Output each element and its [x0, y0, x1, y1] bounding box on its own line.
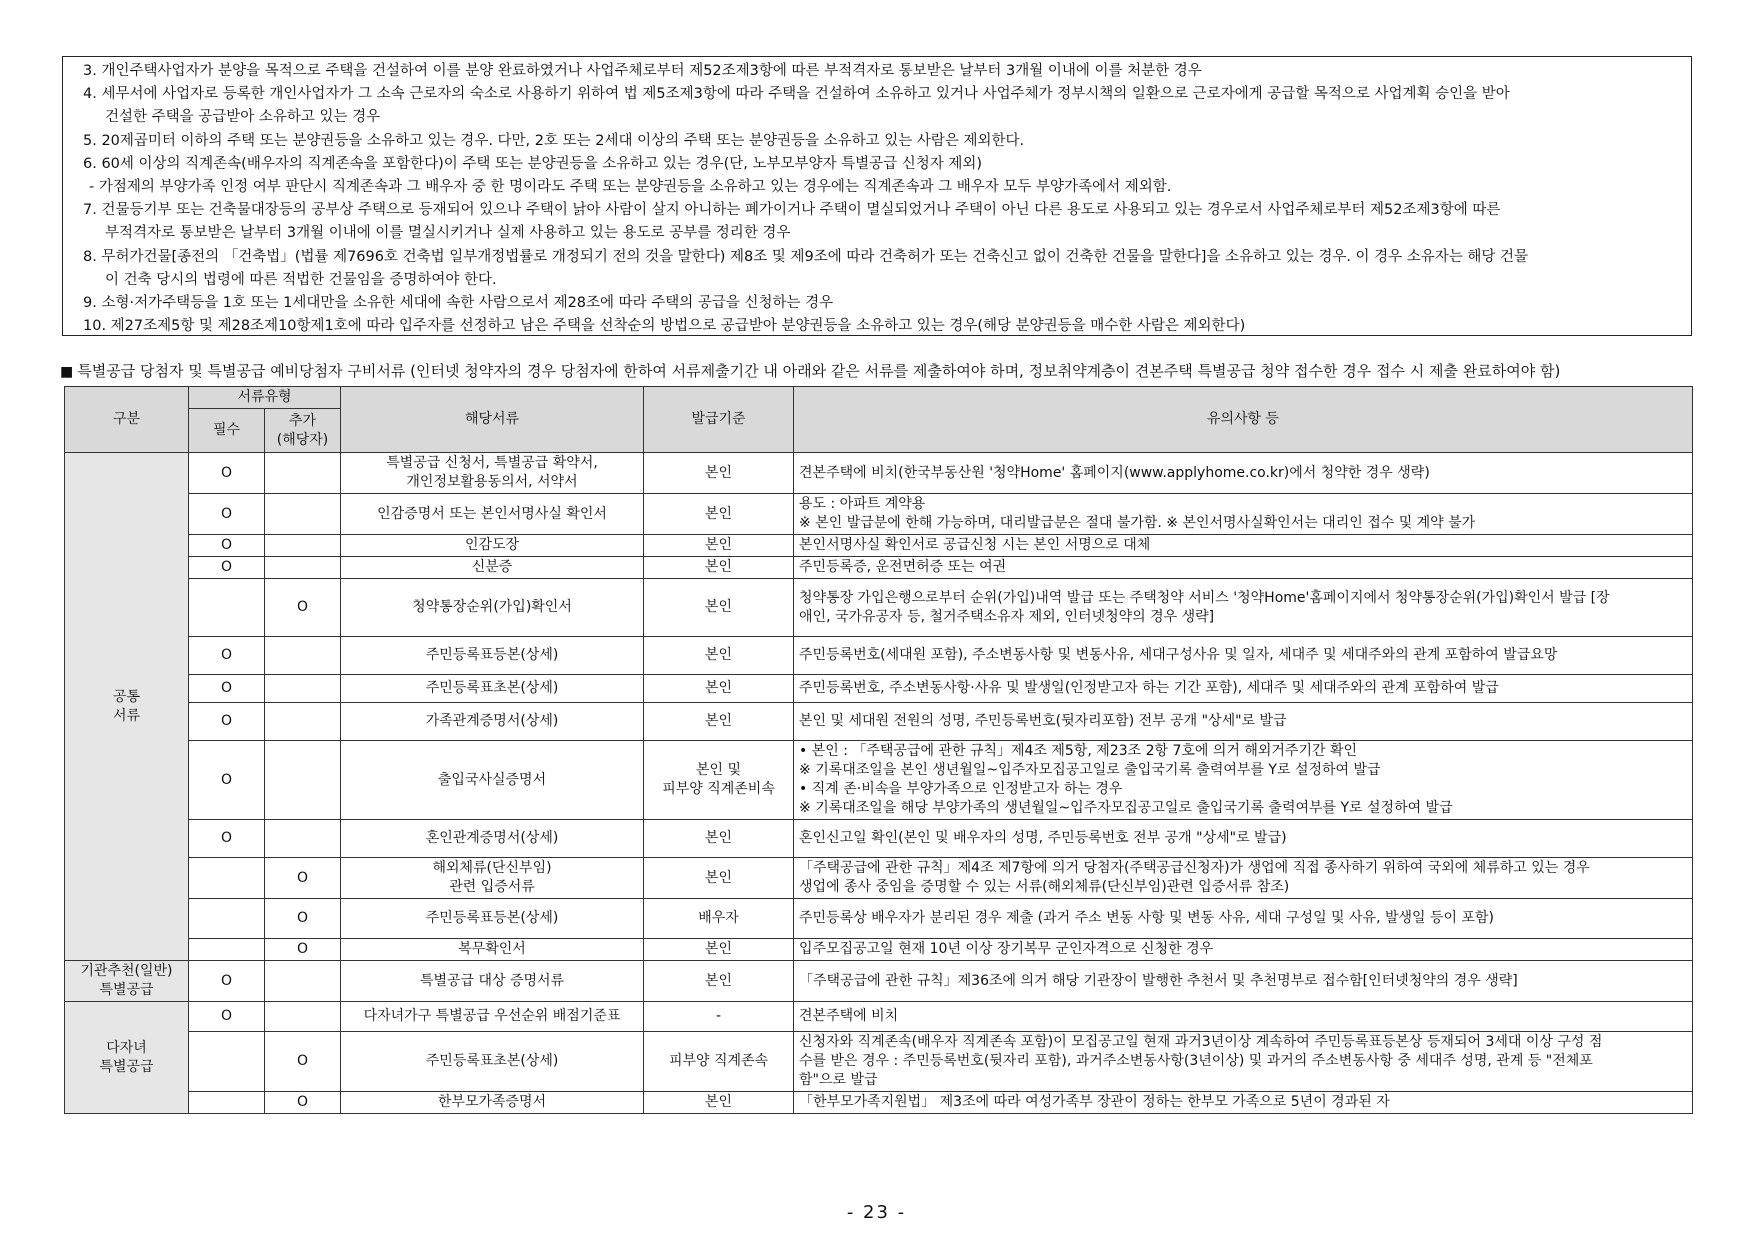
notes-line: 본인서명사실 확인서로 공급신청 시는 본인 서명으로 대체	[799, 537, 1151, 553]
additional-mark-cell	[265, 557, 341, 579]
issuer-cell	[644, 741, 794, 820]
issuer-cell: 본인	[644, 1092, 794, 1114]
note-line: 8. 무허가건물[종전의 「건축법」(법률 제7696호 건축법 일부개정법률로 개정되기 전의 것을 말한다) 제8조 및 제9조에 따라 건축허가 또는 건축신고 없이 건축한 건물을 말한다]을 소유하고 있는 경우. 이 경우 소유자는 해당 건물	[83, 248, 1529, 265]
issuer-cell: 본인	[644, 858, 794, 899]
required-mark-cell	[189, 858, 265, 899]
issuer-cell: 피부양 직계존속	[644, 1032, 794, 1092]
ineligibility-notes-box	[62, 56, 1692, 336]
header-notes: 유의사항 등	[794, 387, 1693, 453]
issuer-cell: 배우자	[644, 899, 794, 939]
document-name-cell: 다자녀가구 특별공급 우선순위 배점기준표	[341, 1002, 644, 1032]
document-name-cell: 복무확인서	[341, 939, 644, 961]
issuer-cell: 본인	[644, 494, 794, 535]
required-mark-cell: O	[189, 557, 265, 579]
notes-cell	[794, 557, 1693, 579]
document-name-cell: 혼인관계증명서(상세)	[341, 820, 644, 858]
notes-cell	[794, 703, 1693, 741]
additional-mark-cell	[265, 961, 341, 1002]
note-line: 6. 60세 이상의 직계존속(배우자의 직계존속을 포함한다)이 주택 또는 분양권등을 소유하고 있는 경우(단, 노부모부양자 특별공급 신청자 제외)	[83, 155, 983, 172]
issuer-cell: -	[644, 1002, 794, 1032]
required-mark-cell: O	[189, 820, 265, 858]
issuer-cell: 본인	[644, 557, 794, 579]
document-name-cell: 특별공급 대상 증명서류	[341, 961, 644, 1002]
table-row	[65, 453, 1693, 494]
notes-cell	[794, 961, 1693, 1002]
notes-line: 용도 : 아파트 계약용	[799, 496, 926, 512]
note-line: 4. 세무서에 사업자로 등록한 개인사업자가 그 소속 근로자의 숙소로 사용하기 위하여 법 제5조제3항에 따라 주택을 건설하여 소유하고 있거나 사업주체가 정부시책의 일환으로 근로자에게 공급할 목적으로 사업계획 승인을 받아	[83, 86, 1510, 103]
notes-cell	[794, 1002, 1693, 1032]
issuer-cell: 본인	[644, 703, 794, 741]
notes-line: 「주택공급에 관한 규칙」제36조에 의거 해당 기관장이 발행한 추천서 및 추천명부로 접수함[인터넷청약의 경우 생략]	[799, 972, 1518, 989]
notes-line: 신청자와 직계존속(배우자 직계존속 포함)이 모집공고일 현재 과거3년이상 계속하여 주민등록표등본상 등재되어 3세대 이상 구성 점	[799, 1034, 1603, 1050]
required-mark-cell	[189, 1092, 265, 1114]
category-cell	[65, 1002, 189, 1114]
notes-cell	[794, 899, 1693, 939]
issuer-cell: 본인	[644, 579, 794, 637]
required-mark-cell	[189, 899, 265, 939]
notes-cell	[794, 579, 1693, 637]
header-additional-line: (해당자)	[276, 431, 329, 448]
issuer-cell: 본인	[644, 675, 794, 703]
notes-line: • 직계 존·비속을 부양가족으로 인정받고자 하는 경우	[799, 781, 1123, 797]
issuer-cell: 본인	[644, 820, 794, 858]
notes-line: 수를 받은 경우 : 주민등록번호(뒷자리 포함), 과거주소변동사항(3년이상) 및 과거의 주소변동사항 중 세대주 성명, 관계 등 "전체포	[799, 1053, 1593, 1069]
table-row	[65, 703, 1693, 741]
document-name-cell: 주민등록표초본(상세)	[341, 1032, 644, 1092]
note-line: 건설한 주택을 공급받아 소유하고 있는 경우	[105, 109, 381, 126]
note-line: 3. 개인주택사업자가 분양을 목적으로 주택을 건설하여 이를 분양 완료하였거나 사업주체로부터 제52조제3항에 따른 부적격자로 통보받은 날부터 3개월 이내에 이를 처분한 경우	[83, 63, 1202, 79]
note-line: 부적격자로 통보받은 날부터 3개월 이내에 이를 멸실시키거나 실제 사용하고 있는 용도로 공부를 정리한 경우	[105, 225, 791, 242]
table-row	[65, 1032, 1693, 1092]
notes-cell	[794, 675, 1693, 703]
notes-line: 혼인신고일 확인(본인 및 배우자의 성명, 주민등록번호 전부 공개 "상세"로 발급)	[799, 830, 1287, 846]
notes-cell	[794, 535, 1693, 557]
notes-line: ※ 기록대조일을 해당 부양가족의 생년월일~입주자모집공고일로 출입국기록 출력여부를 Y로 설정하여 발급	[799, 800, 1453, 816]
additional-mark-cell: O	[265, 1092, 341, 1114]
notes-line: 견본주택에 비치	[799, 1008, 899, 1024]
issuer-cell-line: 피부양 직계존비속	[662, 781, 775, 797]
notes-cell	[794, 637, 1693, 675]
table-row	[65, 741, 1693, 820]
required-mark-cell: O	[189, 741, 265, 820]
document-name-cell: 한부모가족증명서	[341, 1092, 644, 1114]
notes-cell	[794, 1092, 1693, 1114]
required-mark-cell	[189, 939, 265, 961]
notes-cell	[794, 494, 1693, 535]
document-name-cell: 주민등록표등본(상세)	[341, 637, 644, 675]
table-row	[65, 1002, 1693, 1032]
required-mark-cell: O	[189, 637, 265, 675]
table-row	[65, 899, 1693, 939]
notes-line: 주민등록상 배우자가 분리된 경우 제출 (과거 주소 변동 사항 및 변동 사유, 세대 구성일 및 사유, 발생일 등이 포함)	[799, 910, 1494, 926]
category-line: 기관추천(일반)	[80, 963, 173, 979]
required-mark-cell: O	[189, 703, 265, 741]
notes-line: 주민등록번호, 주소변동사항·사유 및 발생일(인정받고자 하는 기간 포함), 세대주 및 세대주와의 관계 포함하여 발급	[799, 680, 1499, 696]
notes-line: 주민등록증, 운전면허증 또는 여권	[799, 559, 1007, 575]
header-additional	[265, 409, 341, 453]
header-additional-line: 추가	[288, 412, 317, 429]
table-row	[65, 939, 1693, 961]
table-row	[65, 961, 1693, 1002]
category-line: 공통	[112, 688, 141, 705]
required-mark-cell	[189, 1032, 265, 1092]
required-mark-cell: O	[189, 494, 265, 535]
table-row	[65, 557, 1693, 579]
document-name-cell	[341, 453, 644, 494]
additional-mark-cell	[265, 820, 341, 858]
notes-line: 청약통장 가입은행으로부터 순위(가입)내역 발급 또는 주택청약 서비스 '청약Home'홈페이지에서 청약통장순위(가입)확인서 발급 [장	[799, 589, 1610, 606]
document-name-cell-line: 개인정보활용동의서, 서약서	[406, 474, 578, 490]
category-cell	[65, 961, 189, 1002]
table-row	[65, 579, 1693, 637]
additional-mark-cell: O	[265, 899, 341, 939]
notes-line: 애인, 국가유공자 등, 철거주택소유자 제외, 인터넷청약의 경우 생략]	[799, 608, 1215, 625]
table-row	[65, 1092, 1693, 1114]
notes-line: 「한부모가족지원법」 제3조에 따라 여성가족부 장관이 정하는 한부모 가족으로 5년이 경과된 자	[799, 1094, 1390, 1110]
header-required: 필수	[189, 409, 265, 453]
notes-line: 본인 및 세대원 전원의 성명, 주민등록번호(뒷자리포함) 전부 공개 "상세"로 발급	[799, 713, 1287, 729]
notes-cell	[794, 939, 1693, 961]
required-mark-cell: O	[189, 453, 265, 494]
note-line: - 가점제의 부양가족 인정 여부 판단시 직계존속과 그 배우자 중 한 명이라도 주택 또는 분양권등을 소유하고 있는 경우에는 직계존속과 그 배우자 모두 부양가족에서 제외함.	[89, 179, 1172, 196]
additional-mark-cell	[265, 535, 341, 557]
document-name-cell	[341, 858, 644, 899]
issuer-cell: 본인	[644, 961, 794, 1002]
required-mark-cell: O	[189, 535, 265, 557]
category-line: 특별공급	[99, 1058, 154, 1075]
header-issuer: 발급기준	[644, 387, 794, 453]
issuer-cell-line: 본인 및	[696, 762, 742, 778]
notes-line: 입주모집공고일 현재 10년 이상 장기복무 군인자격으로 신청한 경우	[799, 941, 1214, 957]
additional-mark-cell	[265, 741, 341, 820]
additional-mark-cell	[265, 637, 341, 675]
additional-mark-cell	[265, 675, 341, 703]
document-name-cell-line: 관련 입증서류	[449, 879, 535, 895]
notes-line: ※ 기록대조일을 본인 생년월일~입주자모집공고일로 출입국기록 출력여부를 Y로 설정하여 발급	[799, 762, 1381, 778]
notes-cell	[794, 820, 1693, 858]
notes-cell	[794, 741, 1693, 820]
notes-cell	[794, 453, 1693, 494]
section-heading-text: 특별공급 당첨자 및 특별공급 예비당첨자 구비서류 (인터넷 청약자의 경우 당첨자에 한하여 서류제출기간 내 아래와 같은 서류를 제출하여야 하며, 정보취약계층이 견본주택 특별공급 청약 접수한 경우 접수 시 제출 완료하여야 함)	[77, 362, 1561, 380]
table-row	[65, 637, 1693, 675]
additional-mark-cell: O	[265, 1032, 341, 1092]
document-name-cell: 가족관계증명서(상세)	[341, 703, 644, 741]
section-heading	[60, 360, 1694, 381]
page-number: - 23 -	[846, 1202, 907, 1223]
required-mark-cell	[189, 579, 265, 637]
additional-mark-cell: O	[265, 858, 341, 899]
notes-cell	[794, 1032, 1693, 1092]
document-name-cell: 신분증	[341, 557, 644, 579]
notes-line: ※ 본인 발급분에 한해 가능하며, 대리발급분은 절대 불가함. ※ 본인서명사실확인서는 대리인 접수 및 계약 불가	[799, 515, 1476, 531]
required-mark-cell: O	[189, 961, 265, 1002]
category-line: 다자녀	[106, 1039, 147, 1056]
note-line: 5. 20제곱미터 이하의 주택 또는 분양권등을 소유하고 있는 경우. 다만, 2호 또는 2세대 이상의 주택 또는 분양권등을 소유하고 있는 사람은 제외한다.	[83, 132, 1025, 149]
notes-line: 생업에 종사 중임을 증명할 수 있는 서류(해외체류(단신부임)관련 입증서류 참조)	[799, 879, 1290, 895]
category-line: 서류	[112, 707, 141, 724]
header-category: 구분	[65, 387, 189, 453]
notes-line: 견본주택에 비치(한국부동산원 '청약Home' 홈페이지(www.applyhome.co.kr)에서 청약한 경우 생략)	[799, 464, 1430, 481]
additional-mark-cell	[265, 453, 341, 494]
additional-mark-cell	[265, 703, 341, 741]
notes-line: 「주택공급에 관한 규칙」제4조 제7항에 의거 당첨자(주택공급신청자)가 생업에 직접 종사하기 위하여 국외에 체류하고 있는 경우	[799, 860, 1590, 876]
issuer-cell: 본인	[644, 535, 794, 557]
table-row	[65, 675, 1693, 703]
additional-mark-cell	[265, 494, 341, 535]
notes-line: 주민등록번호(세대원 포함), 주소변동사항 및 변동사유, 세대구성사유 및 일자, 세대주 및 세대주와의 관계 포함하여 발급요망	[799, 647, 1558, 663]
additional-mark-cell	[265, 1002, 341, 1032]
table-row	[65, 494, 1693, 535]
document-name-cell: 인감도장	[341, 535, 644, 557]
additional-mark-cell: O	[265, 939, 341, 961]
notes-cell	[794, 858, 1693, 899]
document-name-cell: 주민등록표등본(상세)	[341, 899, 644, 939]
document-name-cell-line: 특별공급 신청서, 특별공급 확약서,	[386, 455, 598, 471]
issuer-cell: 본인	[644, 939, 794, 961]
document-name-cell-line: 해외체류(단신부임)	[432, 860, 552, 876]
category-line: 특별공급	[99, 982, 154, 998]
notes-line: • 본인 : 「주택공급에 관한 규칙」제4조 제5항, 제23조 2항 7호에 의거 해외거주기간 확인	[799, 743, 1358, 759]
issuer-cell: 본인	[644, 637, 794, 675]
issuer-cell: 본인	[644, 453, 794, 494]
document-name-cell: 인감증명서 또는 본인서명사실 확인서	[341, 494, 644, 535]
table-row	[65, 535, 1693, 557]
header-doc-type: 서류유형	[189, 387, 341, 409]
table-row	[65, 820, 1693, 858]
table-row	[65, 858, 1693, 899]
required-mark-cell: O	[189, 675, 265, 703]
notes-line: 함"으로 발급	[799, 1072, 878, 1088]
document-name-cell: 출입국사실증명서	[341, 741, 644, 820]
additional-mark-cell: O	[265, 579, 341, 637]
note-line: 7. 건물등기부 또는 건축물대장등의 공부상 주택으로 등재되어 있으나 주택이 낡아 사람이 살지 아니하는 폐가이거나 주택이 멸실되었거나 주택이 아닌 다른 용도로 사용되고 있는 경우로서 사업주체로부터 제52조제3항에 따른	[83, 202, 1501, 219]
square-bullet-icon: ■	[60, 364, 74, 380]
category-cell	[65, 453, 189, 961]
note-line: 10. 제27조제5항 및 제28조제10항제1호에 따라 입주자를 선정하고 남은 주택을 선착순의 방법으로 공급받아 분양권등을 소유하고 있는 경우(해당 분양권등을 매수한 사람은 제외한다)	[83, 318, 1246, 335]
note-line: 이 건축 당시의 법령에 따른 적법한 건물임을 증명하여야 한다.	[105, 271, 497, 288]
note-line: 9. 소형·저가주택등을 1호 또는 1세대만을 소유한 세대에 속한 사람으로서 제28조에 따라 주택의 공급을 신청하는 경우	[83, 295, 834, 312]
document-name-cell: 청약통장순위(가입)확인서	[341, 579, 644, 637]
required-documents-table	[64, 386, 1693, 1114]
document-name-cell: 주민등록표초본(상세)	[341, 675, 644, 703]
required-mark-cell: O	[189, 1002, 265, 1032]
header-document: 해당서류	[341, 387, 644, 453]
